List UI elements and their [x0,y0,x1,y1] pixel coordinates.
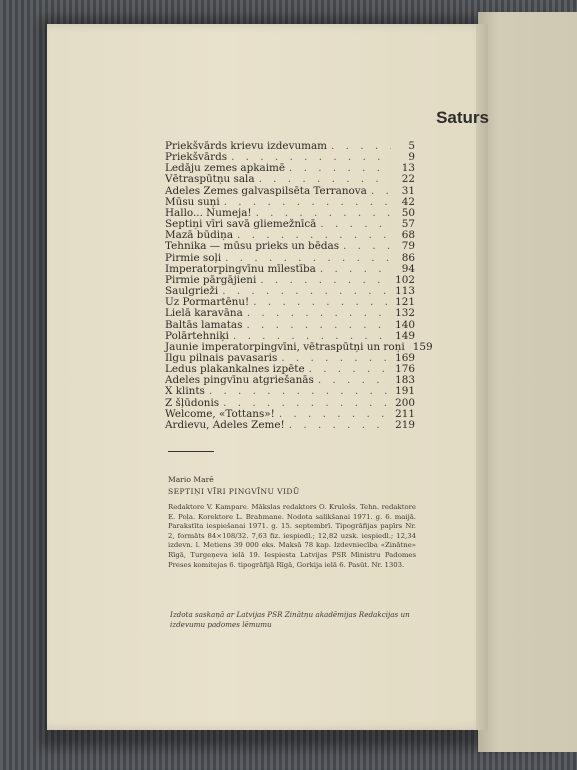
toc-entry-title: Priekšvārds [165,151,228,164]
toc-entry-title: Uz Pormartēnu! [165,296,250,309]
toc-entry-title: Ledāju zemes apkaimē [165,162,286,175]
toc-entry-page: 191 [395,385,415,398]
toc-entry-title: Imperatorpingvīnu mīlestība [165,262,316,275]
toc-entry-page: 50 [401,206,415,219]
toc-leader-dots [205,386,391,397]
toc-leader-dots [275,409,391,420]
publisher-note: Izdota saskaņā ar Latvijas PSR Zinātņu akadēmijas Redakcijas un izdevumu padomes lēmumu [170,610,410,629]
divider-rule [168,451,214,452]
toc-leader-dots [327,141,391,152]
toc-leader-dots [314,375,391,386]
toc-entry-title: Ledus plakankalnes izpēte [165,363,305,376]
toc-entry-page: 79 [401,240,415,253]
toc-entry-page: 31 [401,184,415,197]
toc-entry-title: Jaunie imperatorpingvīni, vētraspūtņi un roņi [165,340,405,353]
toc-leader-dots [367,186,391,197]
toc-entry [165,386,415,397]
toc-entry [165,420,415,431]
toc-entry-page: 169 [395,351,415,364]
toc-entry-title: Mazā būdiņa [165,229,234,242]
toc-entry-page: 183 [395,374,415,387]
table-of-contents [165,140,433,431]
toc-entry-title: X klints [165,385,205,398]
toc-leader-dots [316,219,391,230]
toc-entry-title: Polārtehniķi [165,329,229,342]
author-name: Mario Marē [168,475,214,484]
toc-entry-page: 159 [412,340,433,353]
toc-entry-page: 211 [395,407,415,420]
toc-leader-dots [285,420,391,431]
toc-entry-page: 57 [401,218,415,231]
toc-entry-title: Saulgrieži [165,285,219,298]
toc-entry-title: Adeles pingvīnu atgriešanās [165,374,314,387]
toc-leader-dots [249,297,391,308]
toc-entry-page: 200 [395,396,415,409]
toc-entry-title: Pirmie soļi [165,251,222,264]
toc-leader-dots [305,364,391,375]
toc-leader-dots [255,174,391,185]
toc-entry [165,174,415,185]
facing-page [478,12,577,752]
book-title: SEPTIŅI VĪRI PINGVĪNU VIDŪ [168,487,300,496]
toc-entry-page: 42 [401,195,415,208]
toc-entry-page: 113 [395,285,415,298]
toc-entry [165,241,415,252]
toc-entry-page: 86 [401,251,415,264]
toc-entry-page: 176 [395,363,415,376]
toc-entry-page: 140 [395,318,415,331]
toc-entry-page: 121 [395,296,415,309]
toc-entry-title: Baltās lamatas [165,318,243,331]
toc-entry-page: 22 [401,173,415,186]
toc-entry-page: 132 [395,307,415,320]
toc-entry [165,320,415,331]
toc-entry-page: 9 [408,151,415,164]
toc-entry-title: Lielā karavāna [165,307,243,320]
toc-leader-dots [285,163,391,174]
toc-entry-title: Ardievu, Adeles Zeme! [165,418,285,431]
toc-entry-page: 102 [395,273,415,286]
toc-entry-title: Septiņi vīri savā gliemežnīcā [165,218,317,231]
toc-entry-title: Mūsu suņi [165,195,220,208]
toc-entry-page: 149 [395,329,415,342]
toc-entry-title: Priekšvārds krievu izdevumam [165,140,328,152]
toc-entry-title: Ilgu pilnais pavasaris [165,351,278,364]
toc-entry-title: Adeles Zemes galvaspilsēta Terranova [165,184,367,197]
toc-entry-title: Vētraspūtņu sala [165,173,255,186]
toc-entry-title: Hallo... Numeja! [165,206,252,219]
toc-entry-page: 5 [408,140,415,152]
toc-entry-title: Z šļūdonis [165,396,220,409]
toc-leader-dots [242,320,391,331]
toc-leader-dots [243,308,391,319]
toc-leader-dots [316,264,391,275]
toc-entry-title: Tehnika — mūsu prieks un bēdas [165,240,340,253]
colophon-text: Redaktore V. Kampare. Mākslas redaktors O. Krulošs. Tehn. redaktore E. Poļa. Korektore L. Brahmane. Nodota salikšanai 1971. g. 6. maijā. Parakstīta iespiešanai 1971. g. 15. septembrī. Tipogrāfijas papīrs Nr. 2, formāts 84×108/32. 7,63 fiz. iespiedl.; 12,82 uzsk. iespiedl.; 12,34 izdevn. l. Metiens 39 000 eks. Maksā 78 kap. Izdevniecība «Zinātne» Rīgā, Turgeņeva ielā 19. Iespiesta Latvijas PSR Ministru Padomes Preses komitejas 6. tipogrāfijā Rīgā, Gorkija ielā 6. Pasūt. Nr. 1303. [168,503,416,569]
toc-leader-dots [339,241,391,252]
toc-entry-title: Pirmie pārgājieni [165,273,257,286]
toc-entry-page: 94 [401,262,415,275]
toc-entry-page: 68 [401,229,415,242]
toc-entry-title: Welcome, «Tottans»! [165,407,275,420]
toc-leader-dots [256,275,391,286]
toc-entry-page: 219 [395,418,415,431]
page-edge [476,24,488,730]
toc-entry-page: 13 [401,162,415,175]
toc-entry [165,308,415,319]
contents-heading: Saturs [436,108,489,127]
